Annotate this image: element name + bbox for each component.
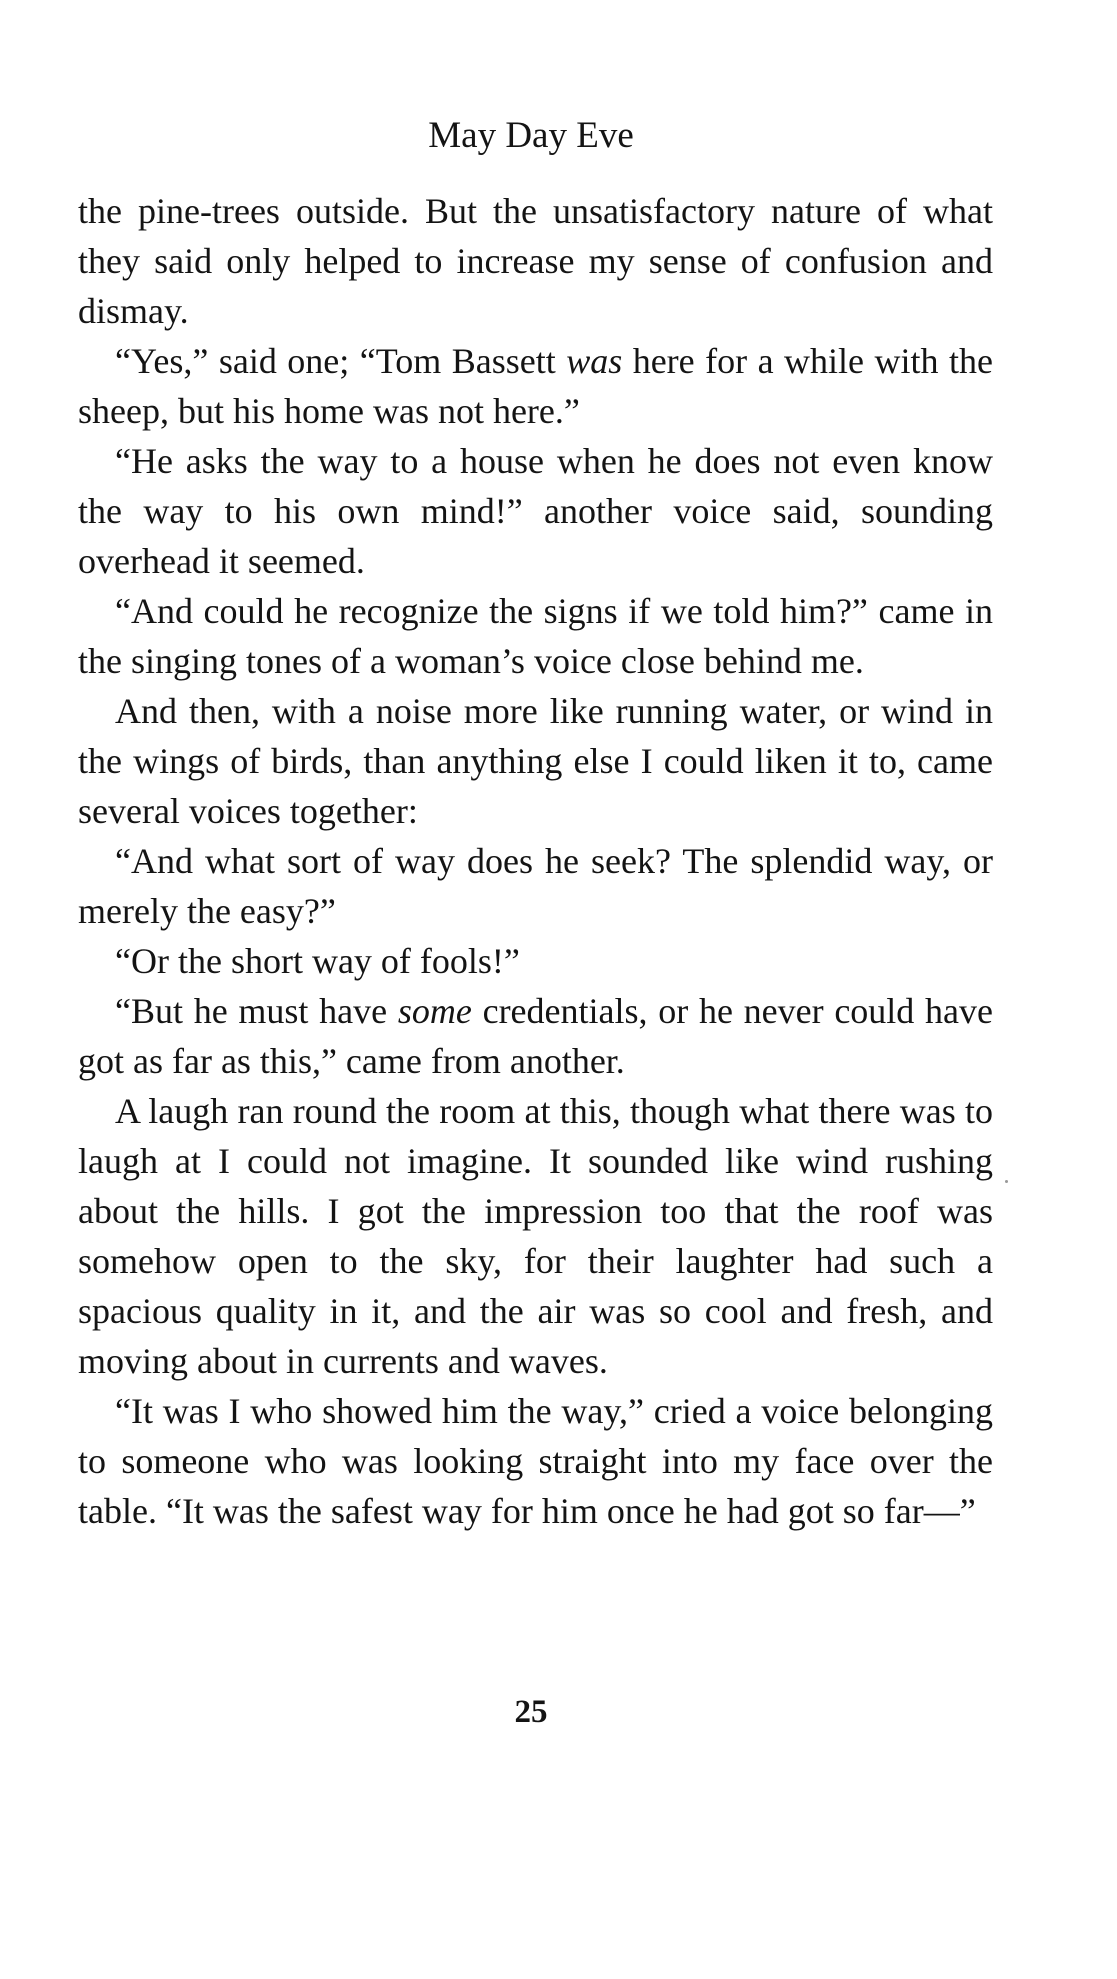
paragraph-text: “It was I who showed him the way,” cried a voice belonging to someone who was looking straight into my face over the table. “It was the safest way for him once he had got so far—” [78,1391,993,1531]
paragraph [78,186,993,336]
paragraph-text: A laugh ran round the room at this, though what there was to laugh at I could not imagine. It sounded like wind rushing about the hills. I got the impression too that the roof was somehow open to the sky, for their laughter had such a spacious quality in it, and the air was so cool and fresh, and moving about in currents and waves. [78,1091,993,1381]
paragraph [78,986,993,1086]
paragraph-text: And then, with a noise more like running water, or wind in the wings of birds, than anything else I could liken it to, came several voices together: [78,691,993,831]
paragraph-text: “He asks the way to a house when he does not even know the way to his own mind!” another voice said, sounding overhead it seemed. [78,441,993,581]
paragraph-text: “And could he recognize the signs if we told him?” came in the singing tones of a woman’s voice close behind me. [78,591,993,681]
body-text [78,186,993,1536]
print-speck [1005,1180,1008,1183]
paragraph [78,836,993,936]
paragraph-text: “Yes,” said one; “Tom Bassett [115,341,567,381]
paragraph [78,936,993,986]
paragraph [78,686,993,836]
paragraph [78,336,993,436]
page-number: 25 [514,1694,548,1730]
italic-emphasis: was [566,341,623,381]
paragraph-text: “And what sort of way does he seek? The splendid way, or merely the easy?” [78,841,993,931]
paragraph-text: “But he must have [115,991,398,1031]
paragraph [78,436,993,586]
running-head: May Day Eve [428,115,634,156]
paragraph-text: here for a while with the sheep, but his home was not here.” [78,341,993,431]
italic-emphasis: some [397,991,472,1031]
paragraph-text: credentials, or he never could have got as far as this,” came from another. [78,991,993,1081]
paragraph [78,1086,993,1386]
paragraph-text: the pine-trees outside. But the unsatisfactory nature of what they said only helped to increase my sense of confusion and dismay. [78,191,993,331]
paragraph [78,1386,993,1536]
paragraph [78,586,993,686]
paragraph-text: “Or the short way of fools!” [115,941,520,981]
